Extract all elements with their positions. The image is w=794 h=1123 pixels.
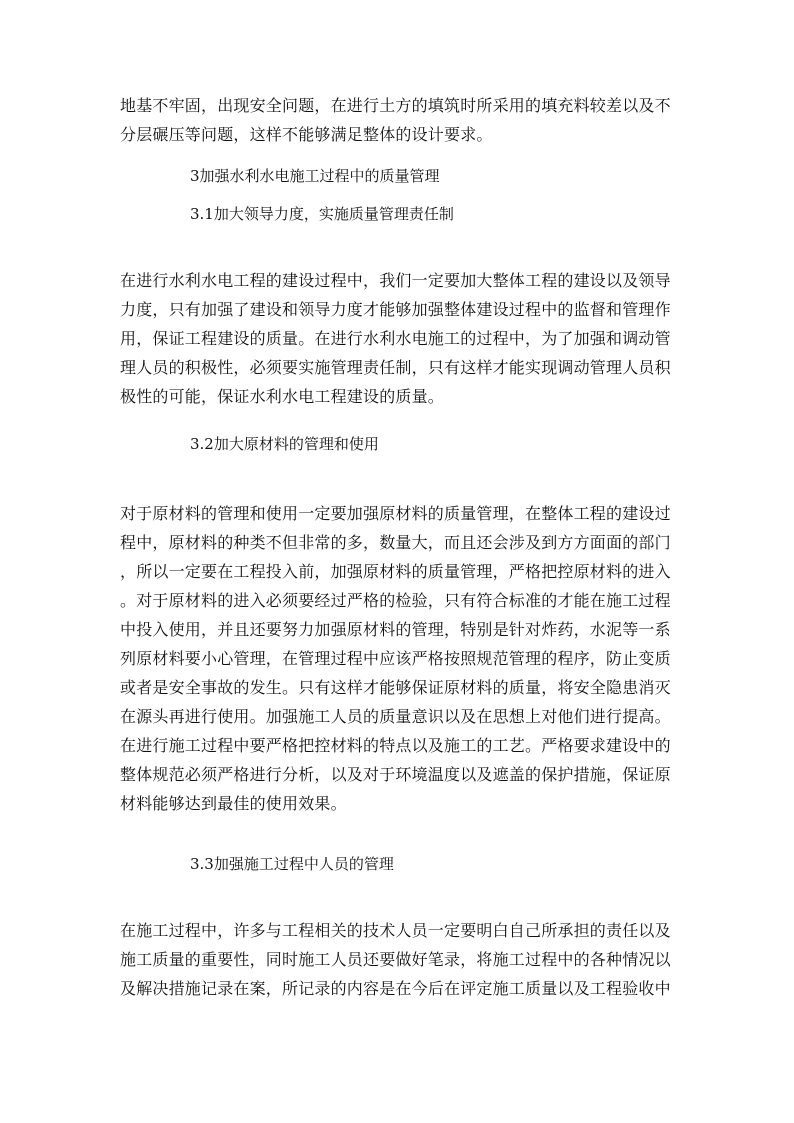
paragraph-line: 理人员的积极性，必须要实施管理责任制，只有这样才能实现调动管理人员积: [120, 358, 671, 377]
paragraph-3-2: [120, 499, 675, 818]
paragraph-3-3: [120, 916, 675, 1003]
paragraph-line: 在进行施工过程中要严格把控材料的特点以及施工的工艺。严格要求建设中的: [120, 736, 671, 755]
paragraph-line: 程中，原材料的种类不但非常的多，数量大，而且还会涉及到方方面面的部门: [120, 533, 671, 552]
paragraph-line: 对于原材料的管理和使用一定要加强原材料的质量管理，在整体工程的建设过: [120, 504, 671, 523]
paragraph-line: 在源头再进行使用。加强施工人员的质量意识以及在思想上对他们进行提高。: [120, 707, 671, 726]
subsection-heading-3-3: 3.3加强施工过程中人员的管理: [190, 855, 394, 873]
paragraph-line: 列原材料要小心管理，在管理过程中应该严格按照规范管理的程序，防止变质: [120, 649, 671, 668]
paragraph-line: 及解决措施记录在案，所记录的内容是在今后在评定施工质量以及工程验收中: [120, 979, 671, 998]
paragraph-line: 整体规范必须严格进行分析，以及对于环境温度以及遮盖的保护措施，保证原: [120, 765, 671, 784]
paragraph-line: 极性的可能，保证水利水电工程建设的质量。: [120, 387, 445, 406]
subsection-heading-3-2: 3.2加大原材料的管理和使用: [190, 435, 379, 453]
subsection-heading-3-1: 3.1加大领导力度，实施质量管理责任制: [190, 205, 454, 223]
section-heading-3: 3加强水利水电施工过程中的质量管理: [190, 167, 440, 185]
paragraph-line: 用，保证工程建设的质量。在进行水利水电施工的过程中，为了加强和调动管: [120, 329, 671, 348]
paragraph-line: 分层碾压等问题，这样不能够满足整体的设计要求。: [120, 125, 493, 144]
paragraph-line: 材料能够达到最佳的使用效果。: [120, 794, 347, 813]
paragraph-line: 或者是安全事故的发生。只有这样才能够保证原材料的质量，将安全隐患消灭: [120, 678, 671, 697]
paragraph-line: 在进行水利水电工程的建设过程中，我们一定要加大整体工程的建设以及领导: [120, 271, 671, 290]
paragraph-intro-continuation: [120, 91, 675, 149]
paragraph-line: 力度，只有加强了建设和领导力度才能够加强整体建设过程中的监督和管理作: [120, 300, 671, 319]
paragraph-line: ，所以一定要在工程投入前，加强原材料的质量管理，严格把控原材料的进入: [120, 562, 671, 581]
paragraph-line: 。对于原材料的进入必须要经过严格的检验，只有符合标准的才能在施工过程: [120, 591, 671, 610]
paragraph-3-1: [120, 266, 675, 411]
paragraph-line: 地基不牢固，出现安全问题，在进行土方的填筑时所采用的填充料较差以及不: [120, 96, 671, 115]
paragraph-line: 中投入使用，并且还要努力加强原材料的管理，特别是针对炸药，水泥等一系: [120, 620, 671, 639]
paragraph-line: 在施工过程中，许多与工程相关的技术人员一定要明白自己所承担的责任以及: [120, 921, 671, 940]
paragraph-line: 施工质量的重要性，同时施工人员还要做好笔录，将施工过程中的各种情况以: [120, 950, 671, 969]
